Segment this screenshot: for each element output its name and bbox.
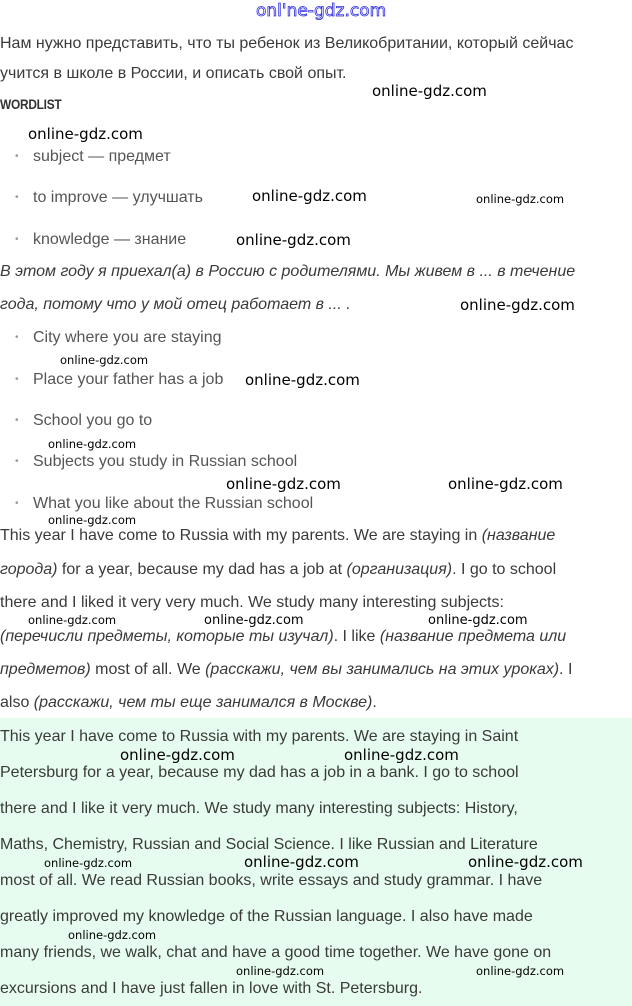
template-segment: for a year, because my dad has a job at [57, 561, 347, 578]
template-segment: . I [559, 661, 573, 678]
bullet-icon: • [15, 456, 19, 467]
prompt-item: Subjects you study in Russian school [33, 453, 298, 470]
template-segment: there and I liked it very very much. We study many interesting subjects: [0, 594, 504, 611]
prompt-line: В этом году я приехал(а) в Россию с родителями. Мы живем в ... в течение [0, 263, 576, 280]
template-segment: города) [0, 561, 58, 578]
watermark: online-gdz.com [244, 853, 359, 871]
watermark: online-gdz.com [48, 437, 137, 451]
wordlist-item: to improve — улучшать [33, 189, 203, 206]
wordlist-item: subject — предмет [33, 148, 171, 165]
bullet-icon: • [15, 234, 19, 245]
prompt-line: года, потому что у мой отец работает в ... . [0, 296, 351, 313]
template-segment: . I go to school [452, 561, 557, 578]
bullet-icon: • [15, 415, 19, 426]
prompt-item: School you go to [33, 412, 153, 429]
top-watermark: onl'ne-gdz.com [256, 1, 387, 21]
watermark: online-gdz.com [68, 928, 157, 942]
template-segment: (перечисли предметы, которые ты изучал) [0, 628, 334, 645]
watermark: online-gdz.com [344, 746, 459, 764]
watermark: online-gdz.com [226, 475, 341, 493]
answer-line: most of all. We read Russian books, write essays and study grammar. I have [0, 872, 543, 889]
watermark: online-gdz.com [245, 371, 360, 389]
watermark: online-gdz.com [236, 231, 351, 249]
intro-line: учится в школе в России, и описать свой опыт. [0, 65, 347, 82]
bullet-icon: • [15, 192, 19, 203]
template-line [0, 694, 377, 712]
bullet-icon: • [15, 498, 19, 509]
template-segment: (название предмета или [379, 628, 567, 645]
watermark: online-gdz.com [476, 192, 565, 206]
prompt-item: What you like about the Russian school [33, 495, 314, 512]
watermark: online-gdz.com [460, 296, 575, 314]
template-segment: also [0, 694, 34, 711]
template-segment: This year I have come to Russia with my parents. We are staying in [0, 527, 482, 544]
template-segment: (название [481, 527, 556, 544]
answer-line: Maths, Chemistry, Russian and Social Science. I like Russian and Literature [0, 836, 538, 853]
answer-line: many friends, we walk, chat and have a good time together. We have gone on [0, 944, 552, 961]
answer-line: excursions and I have just fallen in love with St. Petersburg. [0, 980, 423, 997]
template-segment: (расскажи, чем ты еще занимался в Москве) [33, 694, 373, 711]
template-segment: предметов) [0, 661, 91, 678]
watermark: online-gdz.com [468, 853, 583, 871]
template-segment: . I like [333, 628, 380, 645]
template-line [0, 661, 572, 679]
template-line [0, 561, 556, 579]
bullet-icon: • [15, 151, 19, 162]
watermark: online-gdz.com [428, 613, 528, 628]
answer-line: greatly improved my knowledge of the Russian language. I also have made [0, 908, 533, 925]
watermark: online-gdz.com [476, 964, 565, 978]
watermark: online-gdz.com [28, 613, 117, 627]
watermark: online-gdz.com [60, 353, 149, 367]
answer-line: This year I have come to Russia with my parents. We are staying in Saint [0, 728, 519, 745]
prompt-item: Place your father has a job [33, 371, 224, 388]
template-segment: . [372, 694, 377, 711]
template-segment: (расскажи, чем вы занимались на этих уроках) [205, 661, 560, 678]
watermark: online-gdz.com [252, 187, 367, 205]
wordlist-item: knowledge — знание [33, 231, 187, 248]
answer-line: Petersburg for a year, because my dad has a job in a bank. I go to school [0, 764, 519, 781]
bullet-icon: • [15, 332, 19, 343]
answer-line: there and I like it very much. We study many interesting subjects: History, [0, 800, 518, 817]
prompt-item: City where you are staying [33, 329, 222, 346]
template-line [0, 594, 504, 612]
template-segment: (организация) [346, 561, 453, 578]
template-segment: most of all. We [90, 661, 206, 678]
template-line [0, 527, 555, 545]
intro-line: Нам нужно представить, что ты ребенок из Великобритании, который сейчас [0, 35, 574, 52]
template-line [0, 628, 566, 646]
watermark: online-gdz.com [236, 964, 325, 978]
watermark: online-gdz.com [48, 513, 137, 527]
wordlist-heading: WORDLIST [0, 96, 62, 112]
watermark: online-gdz.com [448, 475, 563, 493]
bullet-icon: • [15, 374, 19, 385]
watermark: online-gdz.com [120, 746, 235, 764]
watermark: online-gdz.com [44, 856, 133, 870]
watermark: online-gdz.com [204, 613, 304, 628]
watermark: online-gdz.com [372, 82, 487, 100]
watermark: online-gdz.com [28, 125, 143, 143]
